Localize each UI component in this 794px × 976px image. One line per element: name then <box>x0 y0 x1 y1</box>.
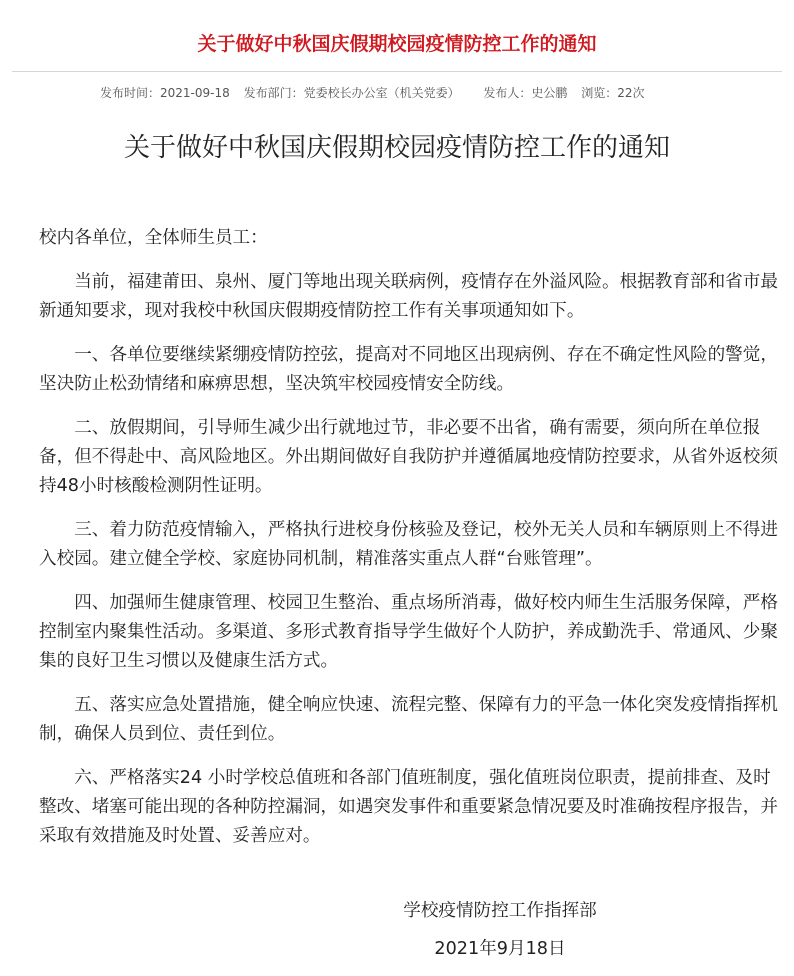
paragraph-item-1: 一、各单位要继续紧绷疫情防控弦，提高对不同地区出现病例、存在不确定性风险的警觉，坚决防止松劲情绪和麻痹思想，坚决筑牢校园疫情安全防线。 <box>39 345 778 394</box>
article-body <box>39 224 779 866</box>
signature-org: 学校疫情防控工作指挥部 <box>403 901 597 921</box>
meta-publish-time: 发布时间：2021-09-18 <box>100 86 230 100</box>
article-title: 关于做好中秋国庆假期校园疫情防控工作的通知 <box>123 133 670 163</box>
paragraph-item-3: 三、着力防范疫情输入，严格执行进校身份核验及登记，校外无关人员和车辆原则上不得进入校园。建立健全学校、家庭协同机制，精准落实重点人群“台账管理”。 <box>39 520 778 569</box>
signature-date: 2021年9月18日 <box>434 939 566 959</box>
page-header-title: 关于做好中秋国庆假期校园疫情防控工作的通知 <box>197 33 597 55</box>
paragraph-item-2: 二、放假期间，引导师生减少出行就地过节，非必要不出省，确有需要，须向所在单位报备，但不得赴中、高风险地区。外出期间做好自我防护并遵循属地疫情防控要求，从省外返校须持48小时核酸检测阴性证明。 <box>39 418 778 496</box>
paragraph-item-5: 五、落实应急处置措施，健全响应快速、流程完整、保障有力的平急一体化突发疫情指挥机制，确保人员到位、责任到位。 <box>39 695 778 744</box>
paragraph-intro: 当前，福建莆田、泉州、厦门等地出现关联病例，疫情存在外溢风险。根据教育部和省市最新通知要求，现对我校中秋国庆假期疫情防控工作有关事项通知如下。 <box>39 272 778 321</box>
paragraph-item-4: 四、加强师生健康管理、校园卫生整治、重点场所消毒，做好校内师生生活服务保障，严格控制室内聚集性活动。多渠道、多形式教育指导学生做好个人防护，养成勤洗手、常通风、少聚集的良好卫生习惯以及健康生活方式。 <box>39 593 778 671</box>
salutation: 校内各单位，全体师生员工： <box>39 228 268 248</box>
article-meta <box>100 84 645 102</box>
meta-views: 浏览：22次 <box>581 86 645 100</box>
meta-publisher: 发布人：史公鹏 <box>483 86 568 100</box>
paragraph-item-6: 六、严格落实24 小时学校总值班和各部门值班制度，强化值班岗位职责，提前排查、及时整改、堵塞可能出现的各种防控漏洞，如遇突发事件和重要紧急情况要及时准确按程序报告，并采取有效措施及时处置、妥善应对。 <box>39 768 778 846</box>
header-divider <box>12 71 782 72</box>
meta-department: 发布部门：党委校长办公室（机关党委） <box>243 86 460 100</box>
